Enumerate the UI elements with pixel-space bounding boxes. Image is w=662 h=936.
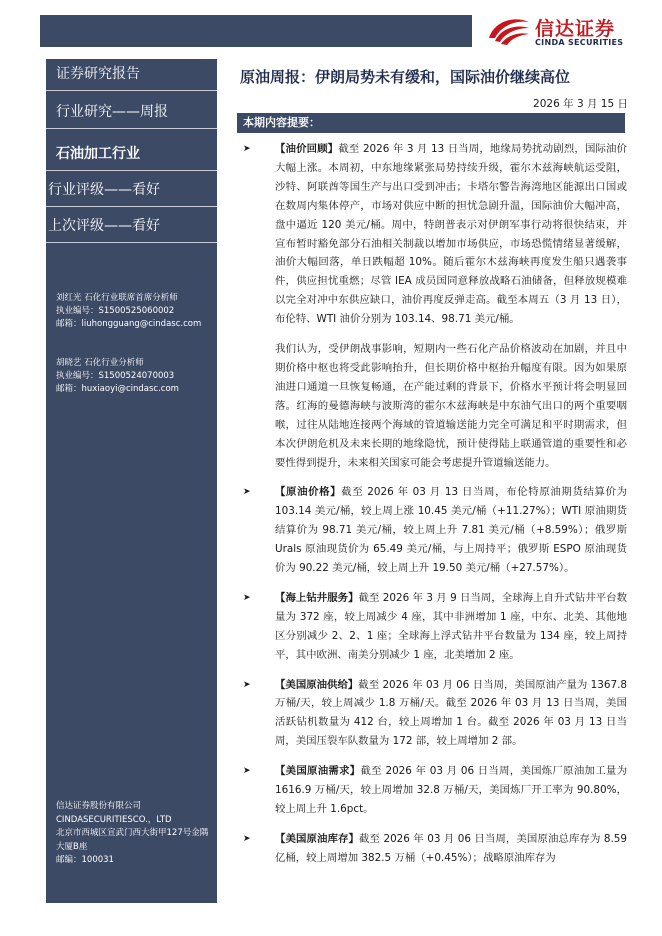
bullet-arrow-icon: ➤	[243, 766, 251, 777]
section-label: 【油价回顾】	[275, 143, 339, 155]
previous-rating: 上次评级——看好	[46, 211, 217, 243]
section-us-inventory	[237, 830, 627, 868]
section-offshore-drilling	[237, 589, 627, 665]
section-label: 【美国原油供给】	[275, 678, 359, 691]
analyst-email[interactable]: 邮箱：liuhongguang@cindasc.com	[56, 319, 202, 329]
section-label: 【美国原油需求】	[275, 765, 361, 778]
analyst-card	[56, 357, 216, 396]
header-bar	[40, 15, 472, 47]
section-label: 【美国原油库存】	[275, 832, 360, 845]
bullet-arrow-icon: ➤	[243, 487, 251, 498]
company-name-en: CINDASECURITIESCO.，LTD	[56, 814, 172, 825]
logo-swoosh-icon	[485, 14, 531, 48]
section-text: 截至 2026 年 03 月 06 日当周，美国炼厂原油加工量为 1616.9 万桶/天，较上周增加 32.8 万桶/天，美国炼厂开工率为 90.80%，较上周上升 1.6pct。	[275, 765, 627, 815]
analyst-name: 刘红光 石化行业联席首席分析师	[56, 293, 178, 303]
report-date: 2026 年 3 月 15 日	[533, 98, 628, 110]
section-text: 截至 2026 年 3 月 9 日当周，全球海上自升式钻井平台数量为 372 座，较上周减少 4 座，其中非洲增加 1 座，中东、北美、其他地区分别减少 2、2、1 座；全球海上浮式钻井平台数量为 134 座，较上周持平，其中欧洲、南美分别减少 1 座，北美增加 2 座。	[275, 591, 628, 661]
section-view	[237, 340, 627, 472]
analyst-card	[56, 292, 216, 331]
analyst-email[interactable]: 邮箱：huxiaoyi@cindasc.com	[56, 384, 179, 394]
section-label: 【原油价格】	[275, 486, 342, 499]
section-oil-review	[237, 140, 627, 329]
summary-header: 本期内容提要：	[237, 113, 625, 133]
section-us-supply	[237, 676, 627, 752]
bullet-arrow-icon: ➤	[243, 144, 251, 154]
analyst-name: 胡晓艺 石化行业分析师	[56, 358, 144, 368]
company-postcode: 邮编：100031	[56, 855, 114, 865]
section-text: 截至 2026 年 03 月 06 日当周，美国原油总库存为 8.59 亿桶，较上周增加 382.5 万桶（+0.45%）；战略原油库存为	[275, 832, 628, 864]
company-name: 信达证券股份有限公司	[56, 801, 142, 811]
section-text: 截至 2026 年 03 月 06 日当周，美国原油产量为 1367.8 万桶/天，较上周减少 1.8 万桶/天。截至 2026 年 03 月 13 日当周，美国活跃钻机数量为 412 台，较上周增加 1 台。截至 2026 年 03 月 13 日当周，美国压裂车队数量为 172 部，较上周增加 2 部。	[275, 678, 627, 748]
company-address: 北京市西城区宣武门西大街甲127号金隅大厦B座	[56, 828, 209, 852]
report-body	[237, 140, 627, 879]
industry-name: 石油加工行业	[46, 139, 217, 171]
report-type: 证券研究报告	[46, 59, 217, 91]
logo-text-en: CINDA SECURITIES	[535, 38, 624, 47]
sidebar	[46, 59, 217, 903]
section-text: 截至 2026 年 03 月 13 日当周，布伦特原油期货结算价为 103.14 美元/桶，较上周上涨 10.45 美元/桶（+11.27%）；WTI 原油期货结算价为 98.71 美元/桶，较上周上升 7.81 美元/桶（+8.59%）；俄罗斯 Urals 原油现货价为 65.49 美元/桶，与上周持平；俄罗斯 ESPO 原油现货价为 90.22 美元/桶，较上周上升 19.50 美元/桶（+27.57%）。	[275, 486, 627, 575]
bullet-arrow-icon: ➤	[243, 679, 251, 690]
section-us-demand	[237, 762, 627, 819]
section-label: 【海上钻井服务】	[275, 591, 359, 604]
section-text: 截至 2026 年 3 月 13 日当周，地缘局势扰动剧烈，国际油价大幅上涨。本周初，中东地缘紧张局势持续升级，霍尔木兹海峡航运受阻，沙特、阿联酋等国生产与出口受到冲击；卡塔尔警告海湾地区能源出口国或在数周内集体停产，市场对供应中断的担忧急剧升温，国际油价大幅冲高，盘中逼近 120 美元/桶。周中，特朗普表示对伊朗军事行动将很快结束，并宣布暂时豁免部分石油相关制裁以增加市场供应，市场恐慌情绪显著缓解，油价大幅回落，单日跌幅超 10%。随后霍尔木兹海峡再度发生船只遇袭事件，供应担忧重燃；尽管 IEA 成员国同意释放战略石油储备，但释放规模难以完全对冲中东供应缺口，油价再度反弹走高。截至本周五（3 月 13 日），布伦特、WTI 油价分别为 103.14、98.71 美元/桶。	[275, 143, 628, 326]
company-info	[56, 800, 216, 868]
report-category: 行业研究——周报	[46, 97, 217, 129]
bullet-arrow-icon: ➤	[243, 833, 251, 844]
report-title: 原油周报：伊朗局势未有缓和，国际油价继续高位	[240, 68, 571, 86]
section-oil-price	[237, 483, 627, 578]
analyst-cert: 执业编号：S1500525060002	[56, 306, 175, 316]
industry-rating: 行业评级——看好	[46, 175, 217, 207]
analyst-cert: 执业编号：S1500524070003	[56, 371, 175, 381]
bullet-arrow-icon: ➤	[243, 592, 251, 603]
logo-text-cn: 信达证券	[535, 18, 616, 40]
section-text: 我们认为，受伊朗战事影响，短期内一些石化产品价格波动在加剧，并且中期价格中枢也将受此影响抬升，但长期价格中枢抬升幅度有限。因为如果原油进口通道一旦恢复畅通，在产能过剩的背景下，价格水平预计将会明显回落。红海的曼德海峡与波斯湾的霍尔木兹海峡是中东油气出口的两个重要咽喉，过往从陆地连接两个海域的管道输送能力完全可满足和平时期需求，但本次伊朗危机及未来长期的地缘隐忧，预计使得陆上联通管道的重要性和必要性得到提升，未来相关国家可能会考虑提升管道输送能力。	[275, 343, 627, 469]
company-logo	[485, 14, 655, 48]
